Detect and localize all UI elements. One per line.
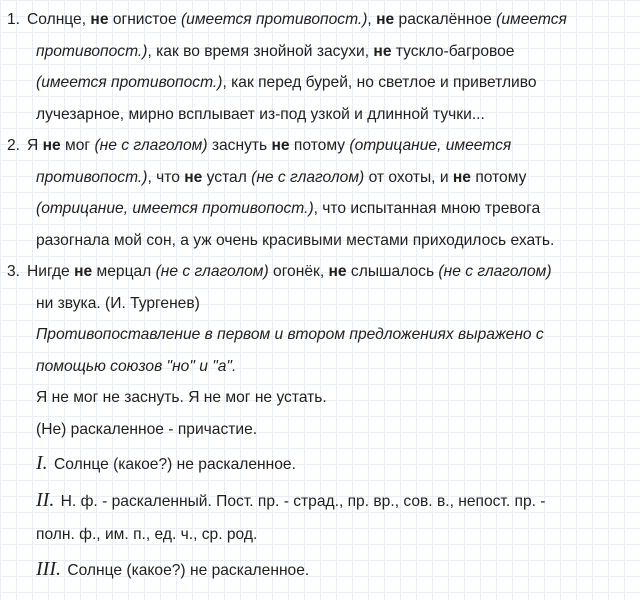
ne-particle: не	[271, 137, 290, 154]
item-3-line-2: ни звука. (И. Тургенев)	[36, 294, 200, 312]
exercise-document	[4, 4, 634, 588]
ne-particle: не	[373, 42, 392, 60]
ne-particle: не	[90, 11, 109, 28]
item-number: 2.	[7, 137, 21, 154]
ne-particle: не	[328, 263, 347, 280]
item-1-line-2: противопост.), как во время знойной засухи, не тускло-багровое	[36, 42, 515, 60]
comment-italic: (имеется противопост.)	[180, 11, 368, 28]
comment-italic: (не с глаголом)	[155, 263, 269, 280]
item-2-line-4: разогнала мой сон, а уж очень красивыми местами приходилось ехать.	[36, 231, 555, 249]
note-contrast: Противопоставление в первом и втором предложениях выражено с	[36, 326, 544, 343]
item-1-line-1: 1. Солнце, не огнистое (имеется противопост.), не раскалённое (имеется	[4, 4, 634, 36]
ne-particle: не	[376, 11, 395, 28]
analysis-step-3: III. Солнце (какое?) не раскаленное.	[36, 557, 310, 580]
comment-italic: (имеется противопост.)	[36, 74, 223, 91]
item-3-line-1: 3. Нигде не мерцал (не с глаголом) огонёк, не слышалось (не с глаголом)	[4, 256, 634, 288]
item-2-line-3: (отрицание, имеется противопост.), что испытанная мною тревога	[36, 200, 541, 217]
analysis-step-2-continuation: полн. ф., им. п., ед. ч., ср. род.	[36, 526, 258, 543]
comment-italic: (имеется	[496, 11, 567, 28]
item-number: 1.	[7, 11, 21, 28]
item-number: 3.	[7, 263, 21, 280]
comment-italic: (не с глаголом)	[251, 168, 365, 186]
note-conjunctions: помощью союзов "но" и "а".	[36, 357, 237, 375]
comment-italic: (отрицание, имеется	[349, 137, 512, 154]
roman-numeral: III.	[36, 557, 61, 580]
roman-numeral: I.	[36, 452, 48, 474]
comment-italic: противопост.)	[36, 42, 148, 60]
analysis-step-1: I. Солнце (какое?) не раскаленное.	[36, 452, 296, 474]
ne-particle: не	[452, 168, 471, 186]
ne-particle: не	[74, 263, 93, 280]
analysis-step-2: II. Н. ф. - раскаленный. Пост. пр. - страд., пр. вр., сов. в., непост. пр. -	[36, 489, 546, 511]
ne-particle: не	[42, 137, 61, 154]
item-2-line-2: противопост.), что не устал (не с глаголом) от охоты, и не потому	[36, 168, 527, 186]
comment-italic: противопост.)	[36, 168, 148, 186]
comment-italic: (не с глаголом)	[94, 137, 208, 154]
item-1-line-4: лучезарное, мирно всплывает из-под узкой и длинной тучки...	[36, 105, 485, 123]
note-examples: Я не мог не заснуть. Я не мог не устать.	[36, 389, 327, 406]
comment-italic: (не с глаголом)	[438, 263, 552, 280]
comment-italic: (отрицание, имеется противопост.)	[36, 200, 314, 217]
note-participle: (Не) раскаленное - причастие.	[36, 420, 258, 438]
item-2-line-1: 2. Я не мог (не с глаголом) заснуть не потому (отрицание, имеется	[4, 130, 634, 162]
ne-particle: не	[184, 168, 203, 186]
item-1-line-3: (имеется противопост.), как перед бурей, но светлое и приветливо	[36, 74, 537, 91]
roman-numeral: II.	[36, 489, 55, 511]
